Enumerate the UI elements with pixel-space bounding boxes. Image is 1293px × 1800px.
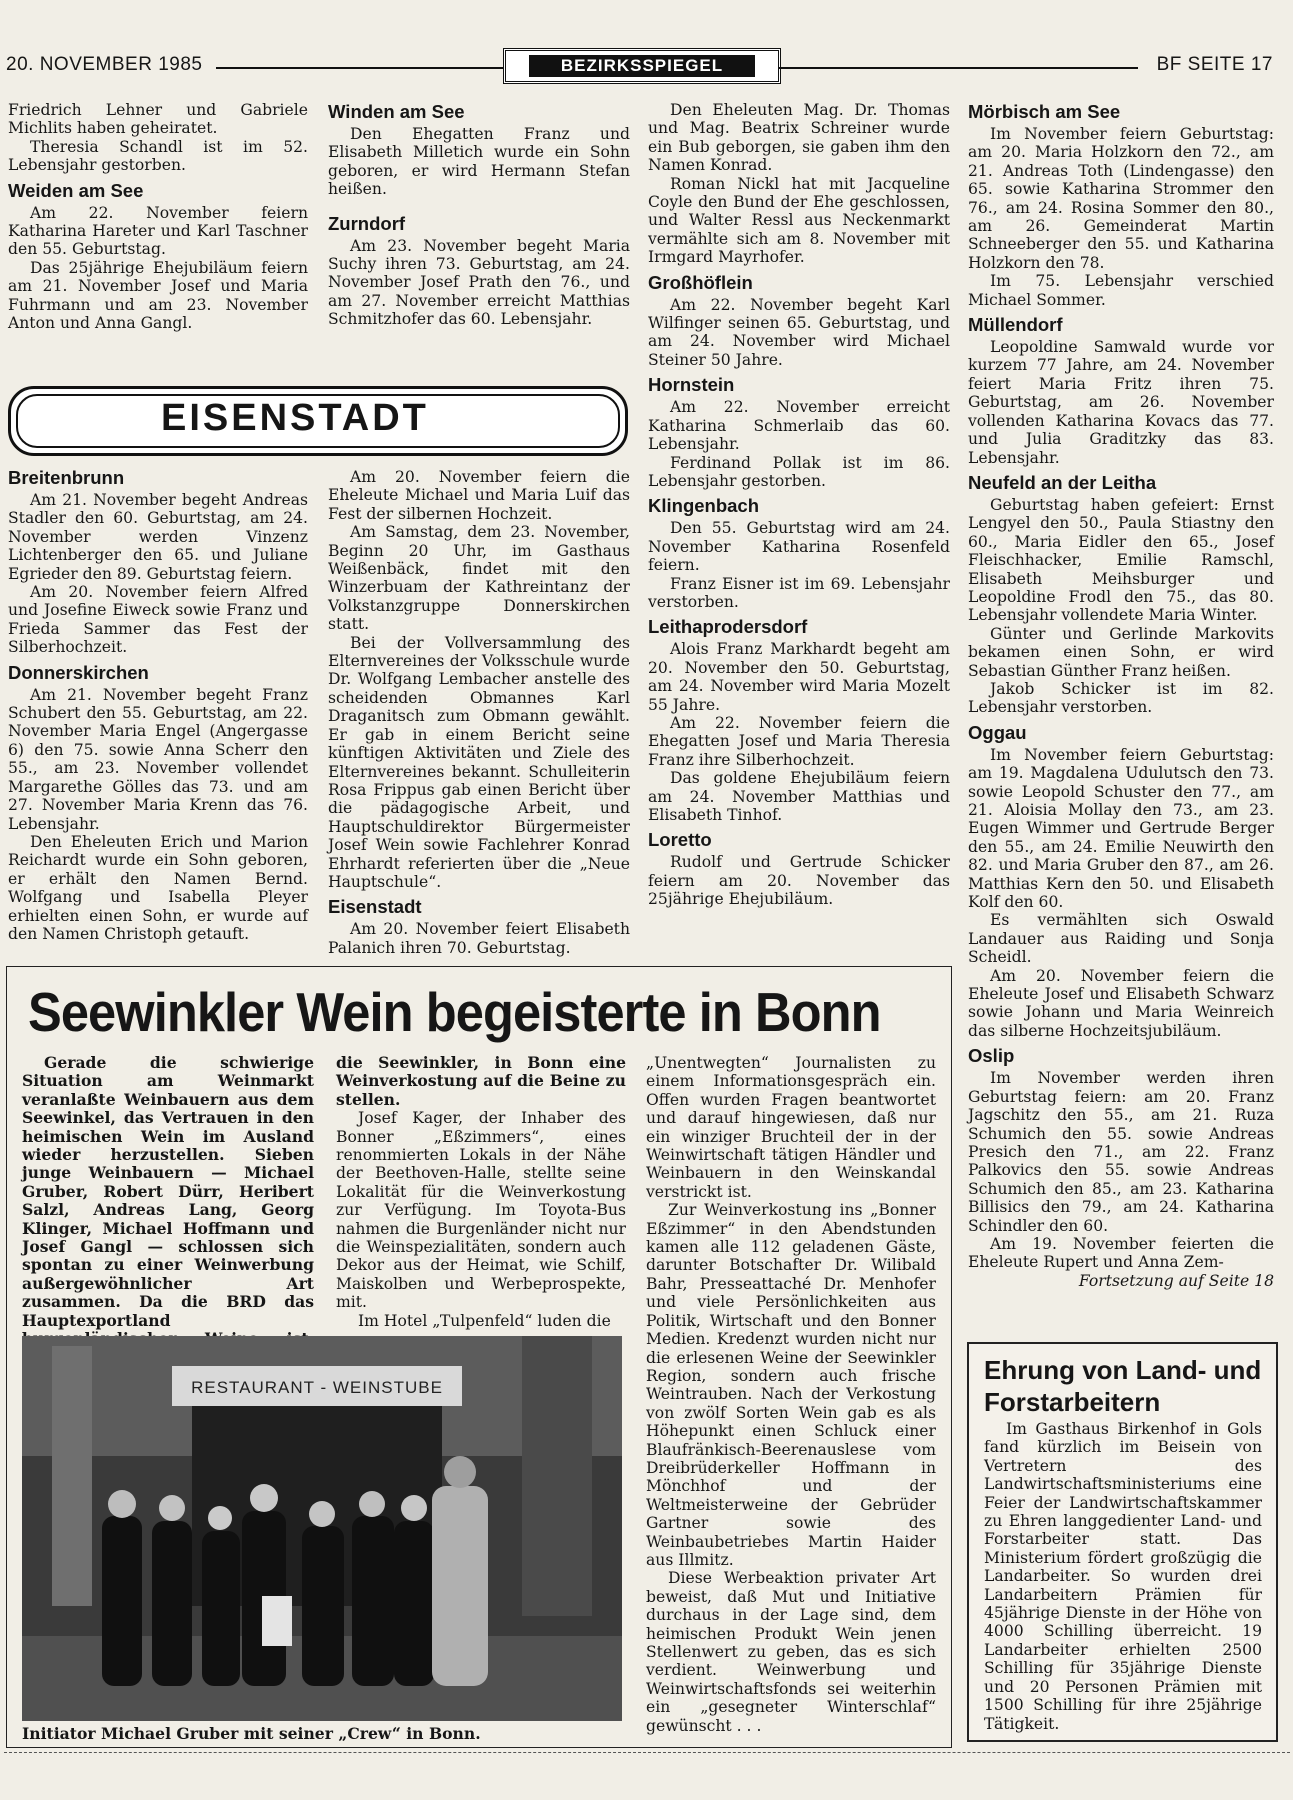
- column-3-top: [648, 101, 950, 909]
- paragraph: Ferdinand Pollak ist im 86. Lebensjahr gestorben.: [648, 453, 950, 490]
- town-heading-muellendorf: Müllendorf: [968, 314, 1063, 336]
- paragraph: Am 19. November feierten die Eheleute Rupert und Anna Zem-: [968, 1234, 1274, 1272]
- paragraph: Im 75. Lebensjahr verschied Michael Sommer.: [968, 272, 1274, 309]
- issue-date: 20. NOVEMBER 1985: [6, 54, 203, 75]
- paragraph: Das goldene Ehejubiläum feiern am 24. November Matthias und Elisabeth Tinhof.: [648, 769, 950, 824]
- column-1-top: [8, 101, 308, 332]
- paragraph: Zur Weinverkostung ins „Bonner Eßzimmer“ in den Abendstunden kamen alle 112 geladenen Gäste, darunter Botschafter Dr. Wilibald Bahr, Presseattaché Dr. Menhofer und viele Persönlichkeiten aus Politik, Wirtschaft und den Bonner Medien. Kredenzt wurden nicht nur die erlesenen Weine der Seewinkler Region, sondern auch frische Weintrauben. Nach der Verkostung von zwölf Sorten Wein gab es als Höhepunkt einen Schluck einer Blaufränkisch-Beerenauslese vom Dreibrüderkeller Hoffmann in Mönchhof und der Weltmeisterweine der Gebrüder Gartner sowie des Weinbaubetriebes Martin Haider aus Illmitz.: [646, 1201, 936, 1569]
- town-heading-klingenbach: Klingenbach: [648, 495, 760, 517]
- paragraph: Am 22. November erreicht Katharina Schmerlaib das 60. Lebensjahr.: [648, 398, 950, 454]
- paragraph: Im November feiern Geburtstag: am 19. Magdalena Udulutsch den 73. sowie Leopold Schuster den 77., am 21. Aloisia Mollay den 73., am 23. Eugen Wimmer und Gertrude Berger den 55., am 24. Emilie Neuwirth den 82. und Maria Gruber den 87., am 26. Matthias Kern den 50. und Elisabeth Kolf den 60.: [968, 745, 1274, 912]
- town-heading-loretto: Loretto: [648, 829, 712, 851]
- paragraph: Franz Eisner ist im 69. Lebensjahr verstorben.: [648, 574, 950, 611]
- paragraph: Am 20. November feiert Elisabeth Palanich ihren 70. Geburtstag.: [328, 920, 630, 957]
- sidebar-article-title: Ehrung von Land- und Forstarbeitern: [984, 1355, 1262, 1417]
- feature-lead-continued: die Seewinkler, in Bonn eine Weinverkostung auf die Beine zu stellen.: [336, 1053, 626, 1109]
- column-2-top: [328, 101, 630, 329]
- paragraph: Am 22. November feiern Katharina Hareter und Karl Taschner den 55. Geburtstag.: [8, 203, 308, 259]
- header-rule-right: [778, 67, 1138, 69]
- paragraph: Roman Nickl hat mit Jacqueline Coyle den Bund der Ehe geschlossen, und Walter Ressl aus Neckenmarkt vermählte sich am 8. November mit Irmgard Mayrhofer.: [648, 174, 950, 267]
- paragraph: Den Ehegatten Franz und Elisabeth Milletich wurde ein Sohn geboren, er wird Hermann Stefan heißen.: [328, 125, 630, 199]
- feature-headline: Seewinkler Wein begeisterte in Bonn: [28, 981, 881, 1043]
- town-heading-eisenstadt: Eisenstadt: [328, 896, 422, 918]
- paragraph: Am 20. November feiern die Eheleute Michael und Maria Luif das Fest der silbernen Hochzeit.: [328, 468, 630, 523]
- paragraph: Im Gasthaus Birkenhof in Gols fand kürzlich im Beisein von Vertretern des Landwirtschaftsministeriums eine Feier der Landwirtschaftskammer zu Ehren langgedienter Land- und Forstarbeiter statt. Das Ministerium fördert großzügig die Landarbeiter. So wurden drei Landarbeitern Prämien für 45jährige Dienste in der Höhe von 4000 Schilling überreicht. 19 Landarbeiter erhielten 2500 Schilling für 35jährige Dienste und 20 Personen Prämien mit 1500 Schilling für ihre 25jährige Tätigkeit.: [984, 1420, 1262, 1733]
- paragraph: Günter und Gerlinde Markovits bekamen einen Sohn, er wird Sebastian Günther Franz heißen.: [968, 624, 1274, 680]
- paragraph: Josef Kager, der Inhaber des Bonner „Eßzimmers“, eines renommierten Lokals in der Nähe der Beethoven-Halle, stellte seine Lokalität für die Weinverkostung zur Verfügung. Im Toyota-Bus nahmen die Burgenländer nicht nur die Weinspezialitäten, sondern auch Dekor aus der Heimat, wie Schilf, Maiskolben und Werbeprospekte, mit.: [336, 1109, 626, 1312]
- feature-column-2: [336, 1054, 626, 1330]
- paragraph: Am 20. November feiern Alfred und Josefine Eiweck sowie Franz und Frieda Sammer das Fest der Silberhochzeit.: [8, 583, 308, 657]
- column-1-mid: [8, 467, 308, 943]
- paragraph: Am 21. November begeht Franz Schubert den 55. Geburtstag, am 22. November Maria Engel (Angergasse 6) den 75. sowie Anna Scherr den 55., am 23. November vollendet Margarethe Gölles das 73. und am 27. November Maria Krenn das 76. Lebensjahr.: [8, 685, 308, 833]
- group-photo: [22, 1336, 622, 1721]
- paragraph: Geburtstag haben gefeiert: Ernst Lengyel den 50., Paula Stiastny den 60., Maria Eidler den 65., Josef Fleischhacker, Emilie Ramschl, Elisabeth Meihsburger und Leopoldine Frodl den 75., das 80. Lebensjahr vollendete Maria Winter.: [968, 495, 1274, 625]
- town-heading-moerbisch: Mörbisch am See: [968, 101, 1121, 122]
- district-banner-title: EISENSTADT: [161, 397, 429, 439]
- paragraph: Theresia Schandl ist im 52. Lebensjahr gestorben.: [8, 137, 308, 175]
- continued-note: Fortsetzung auf Seite 18: [1078, 1271, 1274, 1290]
- paragraph: Am 20. November feiern die Eheleute Josef und Elisabeth Schwarz sowie Johann und Maria Weinreich das silberne Hochzeitsjubiläum.: [968, 966, 1274, 1040]
- section-title-box: [503, 48, 781, 84]
- sidebar-article-body: [984, 1420, 1262, 1733]
- town-heading-weiden: Weiden am See: [8, 179, 144, 201]
- paragraph: Am Samstag, dem 23. November, Beginn 20 Uhr, im Gasthaus Weißenbäck, findet mit den Winzerbuam der Kathreintanz der Volkstanzgruppe Donnerskirchen statt.: [328, 523, 630, 634]
- town-heading-hornstein: Hornstein: [648, 374, 735, 396]
- feature-lead: Gerade die schwierige Situation am Weinmarkt veranlaßte Weinbauern aus dem Seewinkel, das Vertrauen in den heimischen Wein im Ausland wieder herzustellen. Sieben junge Weinbauern — Michael Gruber, Robert Dürr, Heribert Salzl, Andreas Lang, Georg Klinger, Michael Hoffmann und Josef Gangl — schlossen sich spontan zu einer Weinwerbung außergewöhnlicher Art zusammen. Da die BRD das Hauptexportland: [22, 1053, 314, 1330]
- town-heading-grosshoeflein: Großhöflein: [648, 271, 753, 293]
- paragraph: Im November werden ihren Geburtstag feiern: am 20. Franz Jagschitz den 55., am 21. Ruza Schumich den 55. sowie Andreas Presich den 71., am 22. Franz Palkovics den 55. sowie Andreas Schumich den 85., am 23. Katharina Billisics den 79., am 24. Katharina Schindler den 60.: [968, 1069, 1274, 1235]
- paragraph: Am 22. November feiern die Ehegatten Josef und Maria Theresia Franz ihre Silberhochzeit.: [648, 713, 950, 769]
- paragraph: „Unentwegten“ Journalisten zu einem Informationsgespräch ein. Offen wurden Fragen beantwortet und darauf hingewiesen, daß nur ein winziger Bruchteil der in der Weinwirtschaft tätigen Händler und Weinbauern in den Weinskandal verstrickt ist.: [646, 1054, 936, 1201]
- town-heading-breitenbrunn: Breitenbrunn: [8, 467, 125, 488]
- paragraph: Diese Werbeaktion privater Art beweist, daß Mut und Initiative durchaus in der Lage sind, dem heimischen Produkt Wein jenen Stellenwert zu geben, das es sich verdient. Weinwerbung und Weinwirtschaftsfonds sei weiterhin ein „gesegneter Winterschlaf“ gewünscht . . .: [646, 1569, 936, 1735]
- paragraph: Es vermählten sich Oswald Landauer aus Raiding und Sonja Scheidl.: [968, 911, 1274, 967]
- paragraph: Das 25jährige Ehejubiläum feiern am 21. November Josef und Maria Fuhrmann und am 23. November Anton und Anna Gangl.: [8, 258, 308, 333]
- column-4: [968, 101, 1274, 1290]
- restaurant-sign: RESTAURANT - WEINSTUBE: [191, 1378, 443, 1397]
- paragraph: Am 21. November begeht Andreas Stadler den 60. Geburtstag, am 24. November werden Vinzenz Lichtenberger den 65. und Juliane Egrieder den 89. Geburtstag feiern.: [8, 491, 308, 583]
- column-2-mid: [328, 468, 630, 957]
- feature-column-3: [646, 1054, 936, 1735]
- paragraph: Den Eheleuten Erich und Marion Reichardt wurde ein Sohn geboren, er erhält den Namen Bernd. Wolfgang und Isabella Pleyer erhielten einen Sohn, er wurde auf den Namen Christoph getauft.: [8, 832, 308, 943]
- paragraph: Im Hotel „Tulpenfeld“ luden die: [358, 1311, 611, 1330]
- town-heading-winden: Winden am See: [328, 101, 465, 122]
- paragraph: Im November feiern Geburtstag: am 20. Maria Holzkorn den 72., am 21. Andreas Toth (Lindengasse) den 65. sowie Katharina Strommer den 76., am 24. Rosina Sommer den 80., am 26. Gemeinderat Martin Schneeberger den 55. und Katharina Holzkorn den 78.: [968, 125, 1274, 272]
- town-heading-neufeld: Neufeld an der Leitha: [968, 471, 1157, 493]
- town-heading-oggau: Oggau: [968, 721, 1027, 743]
- paragraph: Den 55. Geburtstag wird am 24. November Katharina Rosenfeld feiern.: [648, 519, 950, 575]
- district-banner: [8, 386, 628, 456]
- page-number: BF SEITE 17: [1156, 54, 1273, 75]
- header-rule-left: [216, 67, 503, 69]
- town-heading-zurndorf: Zurndorf: [328, 212, 406, 234]
- paragraph: Alois Franz Markhardt begeht am 20. November den 50. Geburtstag, am 24. November wird Maria Mozelt 55 Jahre.: [648, 640, 950, 714]
- town-heading-donnerskirchen: Donnerskirchen: [8, 661, 149, 683]
- town-heading-oslip: Oslip: [968, 1045, 1015, 1067]
- town-heading-leithaprodersdorf: Leithaprodersdorf: [648, 616, 808, 638]
- photo-caption: Initiator Michael Gruber mit seiner „Crew“ in Bonn.: [22, 1724, 481, 1743]
- paragraph: Jakob Schicker ist im 82. Lebensjahr verstorben.: [968, 679, 1274, 717]
- paragraph: Friedrich Lehner und Gabriele Michlits haben geheiratet.: [8, 101, 308, 138]
- paragraph: Leopoldine Samwald wurde vor kurzem 77 Jahre, am 24. November feiert Maria Fritz ihren 75. Geburtstag, am 26. November vollenden Katharina Kovacs das 77. und Julia Graditzky das 83. Lebensjahr.: [968, 338, 1274, 467]
- section-title: BEZIRKSSPIEGEL: [529, 55, 755, 77]
- paragraph: Am 23. November begeht Maria Suchy ihren 73. Geburtstag, am 24. November Josef Prath den 76., und am 27. November erreicht Matthias Schmitzhofer das 60. Lebensjahr.: [328, 236, 630, 329]
- paragraph: Den Eheleuten Mag. Dr. Thomas und Mag. Beatrix Schreiner wurde ein Bub geborgen, sie gaben ihm den Namen Konrad.: [648, 101, 950, 175]
- feature-column-1: [22, 1054, 314, 1367]
- paragraph: Bei der Vollversammlung des Elternvereines der Volksschule wurde Dr. Wolfgang Lembacher anstelle des scheidenden Obmannes Karl Draganitsch zum Obmann gewählt. Er gab in einem Bericht seine künftigen Aktivitäten und Ziele des Elternvereines bekannt. Schulleiterin Rosa Frippus gab einen Bericht über die pädagogische Arbeit, und Hauptschuldirektor Bürgermeister Josef Wein sowie Fachlehrer Konrad Ehrhardt referierten über die „Neue Hauptschule“.: [328, 633, 630, 891]
- photo-illustration: [22, 1336, 622, 1721]
- paragraph: Rudolf und Gertrude Schicker feiern am 20. November das 25jährige Ehejubiläum.: [648, 853, 950, 909]
- page-bottom-rule: [4, 1752, 1290, 1753]
- paragraph: Am 22. November begeht Karl Wilfinger seinen 65. Geburtstag, und am 24. November wird Michael Steiner 50 Jahre.: [648, 295, 950, 369]
